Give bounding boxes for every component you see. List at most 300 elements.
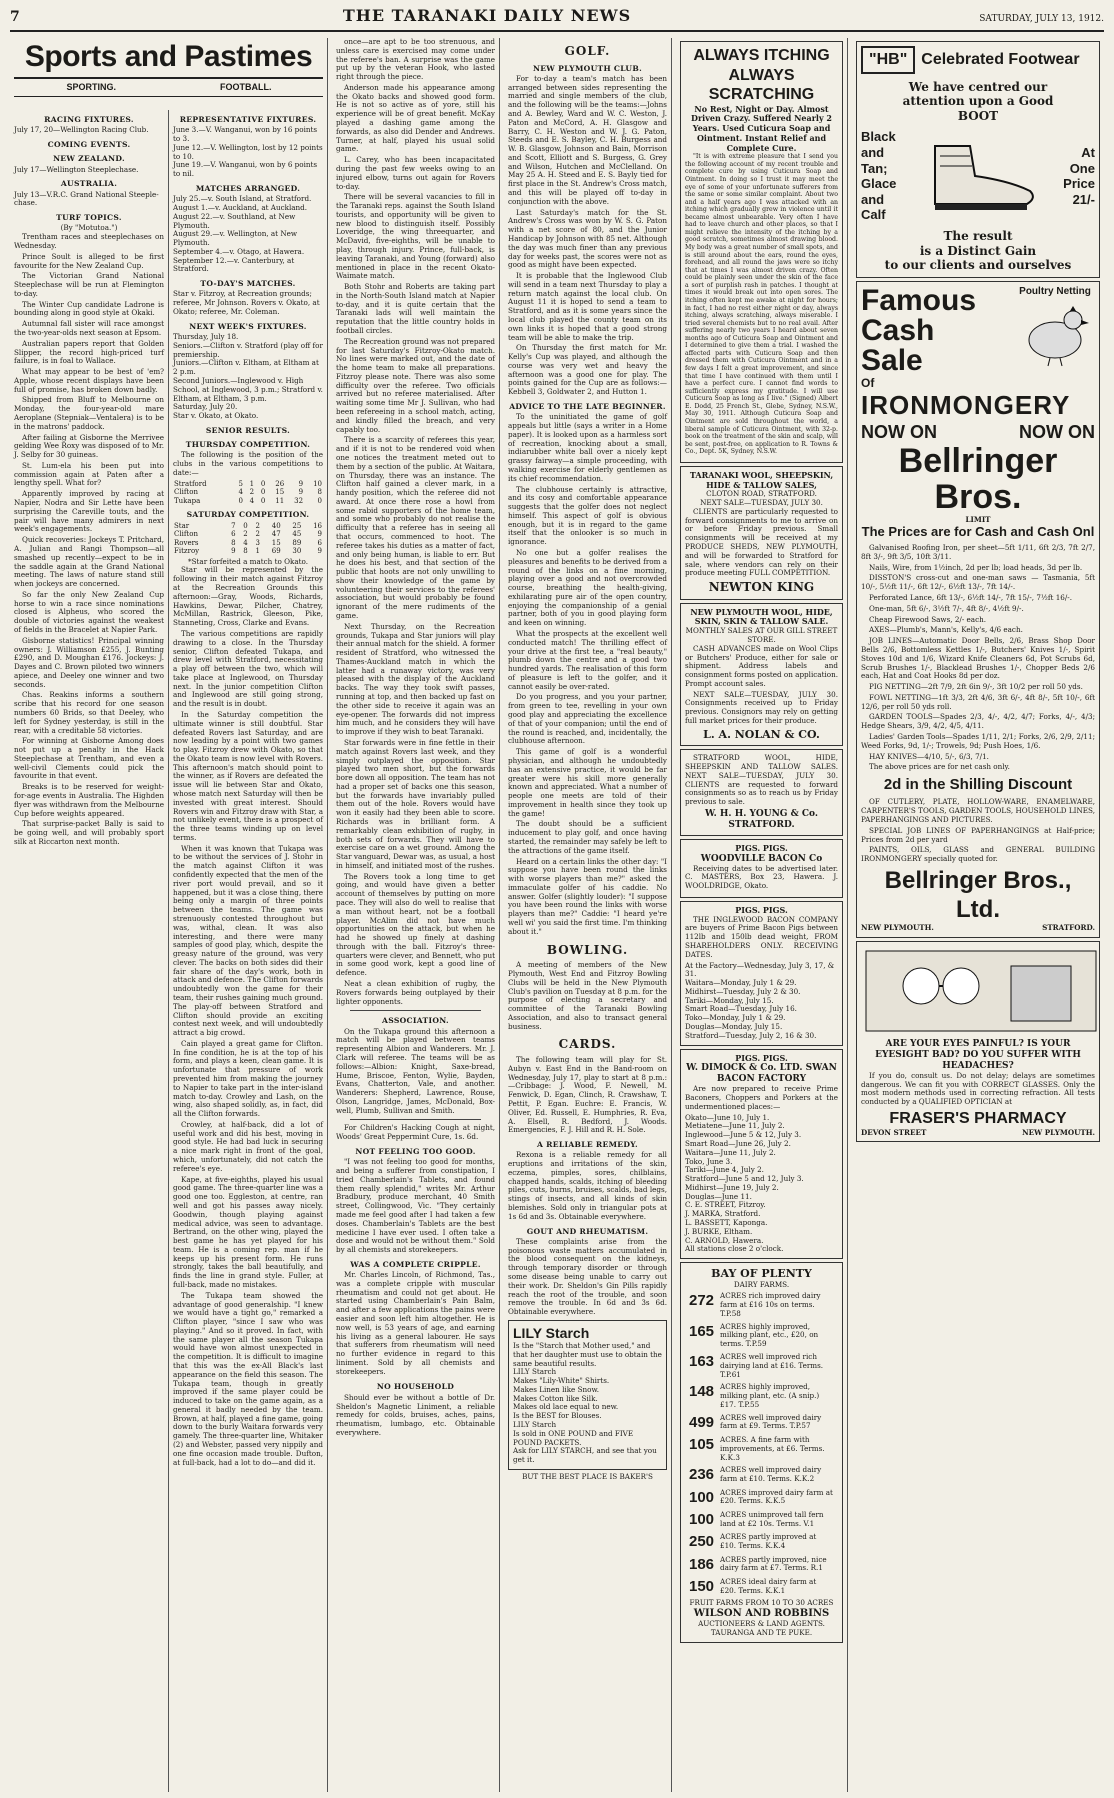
pigs-2: PIGS. PIGS. <box>735 904 788 915</box>
cards-paragraphs <box>508 1056 667 1135</box>
land-acres: 100 <box>689 1488 715 1506</box>
paragraph: On the Tukapa ground this afternoon a match will be played between teams representing Albion and Wanderers. Mr. J. Clark will referee. The teams will be as follows:—Albion: Knight, Saxe-bread, Hume, Briscoe, Fenton, Wylie, Bayden, Evans, Chatterton, Vale, and another. Wanderers: Shepherd, Lawrence, Rouse, Olson, Langridge, James, McDonald, Box-well, Plumb, Sullivan and Smith. <box>336 1026 495 1115</box>
divider <box>350 1010 481 1011</box>
paragraph: To the uninitiated the game of golf appeals but little (says a writer in a Home paper). It is looked upon as a harmless sort of recreation, knocking about a small, indiarubber white ball over a nicely kept grassy fairway—a simple proceeding, with walking exercise for elderly gentlemen as its chief recommendation. <box>508 412 667 483</box>
paragraph: What the prospects at the excellent well conducted match! The thrilling effect of your drive at the first tee, a "real beauty," plumb down the centre and a good two hundred yards. The realisation of this form of pleasure is left to the golfer, and it cannot easily be over-rated. <box>508 629 667 691</box>
pharmacy-ad <box>856 941 1100 1142</box>
ladder-cell: 0 <box>260 488 266 497</box>
paragraph: Ladies' Garden Tools—Spades 1/11, 2/1; Forks, 2/6, 2/9, 2/11; Weed Forks, 9d, 1/-; Trowels, 9d; Push Hoes, 1/6. <box>861 731 1095 750</box>
ladder-cell: 8 <box>231 538 236 547</box>
next-sale: NEXT SALE—TUESDAY, JULY 30. Consignments received up to Friday previous. Consignors may rely on getting full market prices for their produce. <box>685 689 838 726</box>
discount-text: OF CUTLERY, PLATE, HOLLOW-WARE, ENAMELWARE, CARPENTER'S TOOLS, GARDEN TOOLS, HOUSEHOLD LINES, PAPERHANGINGS AND PICTURES. <box>861 797 1095 824</box>
list-item: Okato—June 10, July 1. <box>685 1112 770 1122</box>
land-description: ACRES well improved dairy farm at £9. Terms. T.P.57 <box>720 1412 822 1431</box>
boot-icon <box>915 136 1045 216</box>
paragraph: Heard on a certain links the other day: "I suppose you have been round the links with worse players than me?" asked the immaculate golfer of his caddie. No answer. Golfer (slightly louder): "I suppose you have been round the links with worse players than me?" Caddie: "I heard ye're well wi' you said the first time. I'm thinking about it." <box>508 856 667 936</box>
ladder-cell: 4 <box>249 496 255 505</box>
paragraph: When it was known that Tukapa was to be without the services of J. Stohr in the match against Clifton it was confidently expected that the men of the river port would prevail, and so it happened, but it was a close thing, there being only a margin of three points between the teams. The game was strenuously contested throughout but was, withal, clean. It was also interesting, and there were many samples of good play, which, despite the greasy nature of the ground, was very clever. The backs on both sides did their fair share of the day's work, both in attack and defence. The Clifton forwards undoubtedly won the game for their team, their rushes gaining much ground. The play-off between Stratford and Clifton should provide an exciting contest next week, and will undoubtedly attract a big crowd. <box>173 843 323 1038</box>
land-description: ACRES well improved rich dairying land at £16. Terms. T.P.61 <box>720 1352 824 1379</box>
np-wool-sub: MONTHLY SALES AT OUR GILL STREET STORE. <box>685 626 838 645</box>
ladder-cell: 15 <box>271 538 281 547</box>
dimock-agents <box>685 1201 838 1254</box>
sports-col-heads <box>14 77 323 97</box>
paragraph: A meeting of members of the New Plymouth, West End and Fitzroy Bowling Clubs will be held in the New Plymouth Club's pavilion on Tuesday at 8 p.m. for the purpose of electing a secretary and committee of the Taranaki Bowling Association, and also to transact general business. <box>508 960 667 1031</box>
not-feeling-text: "I was not feeling too good for months, and being a sufferer from constipation, I tried Chamberlain's Tablets, and found them really splendid," writes Mr. Arthur Bradbury, produce merchant, 40 Smith street, Collingwood, Vic. "They certainly made me feel good after I had taken a few doses. Chamberlain's Tablets are the best medicine I have ever used. I often take a dose and would not be without them." Sold by all chemists and storekeepers. <box>336 1157 495 1255</box>
devon-street: DEVON STREET <box>861 1127 927 1137</box>
stratford-sale-text: STRATFORD WOOL, HIDE, SHEEPSKIN AND TALLOW SALES. NEXT SALE—TUESDAY, JULY 30. CLIENTS are requested to forward consignments so as to reach us by Friday previous to sale. <box>685 753 838 807</box>
paragraph: Nails, Wire, from 1½inch, 2d per lb; load heads, 3d per lb. <box>869 562 1083 572</box>
paragraph: Star forwards were in fine fettle in their match against Rovers last week, and they simply outplayed the opposition. Star played two men short, but the forwards bore down all opposition. The team has not had a proper set of backs one this season, but the forwards have invariably pulled them out of the hole. Rovers would have won it easily had they been able to score. Richards was in brilliant form. A remarkably clean exhibition of rugby, in both sets of forwards. They will have to exercise care on a wet ground. Among the Star vanguard, Dewar was, as usual, a host in himself, and initiated most of the rushes. <box>336 737 495 870</box>
paragraph: Gisborne statistics! Principal winning owners: J. Williamson £255, J. Bunting £290, and D. Moughan £176. Jockeys: J. Dayes and C. Brown piloted two winners apiece, and Deeley one winner and two seconds. <box>14 635 164 689</box>
ladder-cell: 9 <box>317 547 322 556</box>
remedy-text: Rexona is a reliable remedy for all eruptions and irritations of the skin, eczema, pimples, sores, chilblains, chapped hands, scalds, itching of bleeding piles, cuts, burns, bruises, scalds, bad legs, stings of insects, and all kinds of skin blemishes. Sold only in triangular pots at 1s 6d and 3s. Obtainable everywhere. <box>508 1150 667 1221</box>
list-item: Midhirst—June 19, July 2. <box>685 1182 779 1192</box>
list-item: Is the "Starch that Mother used," and that her daughter must use to obtain the same beautiful results. <box>513 1340 662 1368</box>
wilson: WILSON AND ROBBINS <box>693 1607 830 1619</box>
paragraph: Trentham races and steeplechases on Wednesday. <box>14 232 164 250</box>
cuticura-head-2: ALWAYS SCRATCHING <box>708 66 815 104</box>
ladder-cell: 7 <box>231 521 236 530</box>
land-description: ACRES partly improved at £10. Terms. K.K.4 <box>720 1532 817 1551</box>
ladder-row <box>173 539 323 548</box>
thursday-comp-heading: THURSDAY COMPETITION. <box>185 440 311 450</box>
land-acres: 163 <box>689 1353 715 1371</box>
nz-events <box>14 166 164 175</box>
bowling-heading: BOWLING. <box>546 942 629 957</box>
ladder-cell: 4 <box>238 488 243 497</box>
stratford-sale-ad <box>680 749 843 836</box>
paragraph: The clubhouse certainly is attractive, and its cosy and comfortable appearance suggests that the golfer does not neglect himself. This aspect of golf is obvious enough, but it is in regard to the game itself that the onlooker is so much in ignorance. <box>508 484 667 547</box>
land-acres: 272 <box>689 1292 715 1310</box>
list-item: and <box>861 191 885 207</box>
sporting-head: SPORTING. <box>66 82 116 92</box>
bellringer-ltd: Bellringer Bros., Ltd. <box>884 866 1072 924</box>
paragraph: What may appear to be best of 'em? Apple, whose recent displays have been full of promise, has broken down badly. <box>14 367 164 394</box>
football-head: FOOTBALL. <box>220 82 272 92</box>
lily-starch-heading: LILY Starch <box>513 1324 590 1341</box>
dimock-text: Are now prepared to receive Prime Baconers, Choppers and Porkers at the undermentioned places:— <box>685 1084 838 1111</box>
cuticura-ad <box>680 41 843 463</box>
land-row <box>687 1352 836 1380</box>
list-item: Smart Road—Tuesday, July 16. <box>685 1004 797 1014</box>
paragraph: FOWL NETTING—1ft 3/3, 2ft 4/6, 3ft 6/-, 4ft 8/-, 5ft 10/-, 6ft 12/6, per roll 50 yds roll. <box>861 692 1095 711</box>
list-item: Tan; <box>861 160 888 176</box>
list-item: September 4.—v. Otago, at Hawera. <box>173 246 305 256</box>
land-listings <box>685 1289 838 1599</box>
of: Of <box>861 375 875 390</box>
cuticura-subheading: No Rest, Night or Day. Almost Driven Crazy. Suffered Nearly 2 Years. Used Cuticura Soap and Ointment. Instant Relief and Complete Cure. <box>691 103 832 153</box>
list-item: June 19.—V. Wanganui, won by 6 points to nil. <box>173 160 318 179</box>
paragraph: L. Carey, who has been incapacitated during the past few weeks owing to an injured elbow, turns out again for Rovers to-day. <box>336 155 495 191</box>
association-heading: ASSOCIATION. <box>382 1016 449 1026</box>
paragraph: once—are apt to be too strenuous, and unless care is exercised may come under the referee's ban. A surprise was the game put up by the veteran Hook, who lasted right through the piece. <box>336 38 495 82</box>
np-wool-heading: NEW PLYMOUTH WOOL, HIDE, SKIN, SKIN & TALLOW SALE. <box>690 606 833 627</box>
ladder-cell: Tukapa <box>174 496 201 505</box>
land-row <box>687 1555 836 1575</box>
paragraph: HAY KNIVES—4/10, 5/-, 6/3, 7/1. <box>869 751 989 761</box>
land-description: ACRES well improved dairy farm at £10. Terms. K.K.2 <box>720 1465 822 1484</box>
association-paragraphs <box>336 1028 495 1116</box>
wool-text: CLIENTS are particularly requested to forward consignments to me to arrive on or before Friday previous. Small consignments will be received at my PRODUCE SHEDS, NEW PLYMOUTH, and will be forwarded to Stratford for sale, where vendors can rely on their produce meeting FULL COMPETITION. <box>685 506 838 578</box>
no-household-heading: NO HOUSEHOLD <box>376 1382 455 1392</box>
no-household-text: Should ever be without a bottle of Dr. Sheldon's Magnetic Liniment, a reliable remedy for colds, bruises, aches, pains, rheumatism, lumbago, etc. Obtainable everywhere. <box>336 1392 495 1437</box>
land-row <box>687 1435 836 1463</box>
list-item: All stations close 2 o'clock. <box>685 1244 784 1254</box>
limit: LIMIT <box>965 514 991 524</box>
ladder-cell: 2 <box>249 488 255 497</box>
paragraph: It is probable that the Inglewood Club will send in a team next Thursday to play a return match against the local club. On August 11 it is hoped to send a team to Stratford, and as it is some years since the local club played the county team on its own links it is hoped that a good strong team will be able to make the trip. <box>508 271 667 342</box>
matches-arranged-heading: MATCHES ARRANGED. <box>195 183 301 193</box>
location-np: NEW PLYMOUTH. <box>861 923 934 933</box>
now-on-row <box>861 422 1095 444</box>
turf-paragraphs <box>14 233 164 847</box>
list-item: Waitara—Monday, July 1 & 29. <box>685 978 797 988</box>
footwear-title: Celebrated Footwear <box>921 51 1080 68</box>
list-item: Seniors.—Clifton v. Stratford (play off for premiership. <box>173 340 323 359</box>
paragraph: AXES—Plumb's, Mann's, Kelly's, 4/6 each. <box>869 625 1023 635</box>
land-description: ACRES highly improved, milking plant, etc. (A snip.) £17. T.P.55 <box>720 1382 820 1409</box>
land-acres: 250 <box>689 1533 715 1551</box>
list-item: LILY Starch <box>513 1419 557 1429</box>
land-row <box>687 1510 836 1530</box>
ladder-cell: 69 <box>271 547 281 556</box>
list-item: Makes old lace equal to new. <box>513 1402 619 1412</box>
list-item: Tariki—June 4, July 2. <box>685 1165 764 1175</box>
football-continued-column <box>332 38 500 1792</box>
pharmacy-town: NEW PLYMOUTH. <box>1022 1127 1095 1137</box>
land-description: ACRES partly improved, nice dairy farm at £7. Terms. R.1 <box>720 1554 827 1573</box>
page-number: 7 <box>10 9 20 25</box>
cash-sale-header <box>861 283 1095 391</box>
aus-heading: AUSTRALIA. <box>60 179 118 189</box>
best-place-line: BUT THE BEST PLACE IS BAKER'S <box>522 1471 653 1481</box>
dimock: W. DIMOCK & Co. LTD. SWAN BACON FACTORY <box>686 1063 837 1085</box>
list-item: August 22.—v. Southland, at New Plymouth. <box>173 211 296 230</box>
pigs-1: PIGS. PIGS. <box>735 842 788 853</box>
land-acres: 148 <box>689 1383 715 1401</box>
land-description: ACRES rich improved dairy farm at £16 10s on terms. T.P.58 <box>720 1291 821 1318</box>
list-item: Thursday, July 18. <box>173 332 239 342</box>
ladder-cell: 0 <box>260 479 266 488</box>
rep-fixtures <box>173 126 323 179</box>
list-item: Tariki—Monday, July 15. <box>685 995 774 1005</box>
list-item: One <box>1069 160 1095 176</box>
inglewood-ad <box>680 901 843 1046</box>
eyes-text: If you do, consult us. Do not delay; delays are sometimes dangerous. We can fit you with CORRECT GLASSES. Only the most modern methods used in correcting refraction. All tests conducted by a QUALIFIED OPTICIAN at <box>861 1070 1095 1107</box>
golf-paragraphs <box>508 75 667 397</box>
senior-results-heading: SENIOR RESULTS. <box>205 425 291 435</box>
list-item: Juniors.—Clifton v. Eltham, at Eltham at 2 p.m. <box>173 358 319 377</box>
now-on-left: NOW ON <box>861 422 937 443</box>
land-row <box>687 1488 836 1508</box>
list-item: June 3.—V. Wanganui, won by 16 points to 3. <box>173 125 318 144</box>
newton-king: NEWTON KING <box>708 580 815 595</box>
paragraph: PIG NETTING—2ft 7/9, 2ft 6in 9/-, 3ft 10/2 per roll 50 yds. <box>869 682 1083 692</box>
paragraph: That surprise-packet Bally is said to be going well, and will probably sport silk at Riccarton next month. <box>14 819 164 846</box>
attention-text: We have centred our attention upon a Good BOOT <box>902 79 1054 123</box>
list-item: July 17, 20—Wellington Racing Club. <box>14 125 149 135</box>
paragraph: The various competitions are rapidly drawing to a close. In the Thursday senior, Clifton defeated Tukapa, and drew level with Stratford, necessitating a play off between the two, which will take place at Inglewood, on Thursday next. In the junior competition Clifton and Inglewood are still going strong, and the result is in doubt. <box>173 628 323 709</box>
newspaper-title: THE TARANAKI DAILY NEWS <box>342 6 632 25</box>
display-ads-column <box>852 38 1104 1792</box>
paints: PAINTS, OILS, GLASS and GENERAL BUILDING IRONMONGERY specially quoted for. <box>861 845 1095 864</box>
list-item: At <box>1081 144 1095 160</box>
list-item: Stratford—Tuesday, July 2, 16 & 30. <box>685 1030 817 1040</box>
list-item: Saturday, July 20. <box>173 402 238 412</box>
dimock-ad <box>680 1049 843 1260</box>
ladder-cell: Rovers <box>174 538 199 547</box>
ladder-cell: 6 <box>317 538 322 547</box>
ladder-cell: 47 <box>271 530 281 539</box>
boot-types <box>861 129 896 223</box>
advice-heading: ADVICE TO THE LATE BEGINNER. <box>509 402 666 411</box>
list-item: Inglewood—June 5 & 12, July 3. <box>685 1130 802 1140</box>
list-item: C. ARNOLD, Hawera. <box>685 1235 764 1245</box>
sports-title: Sports and Pastimes <box>24 40 313 73</box>
taranaki-wool-ad <box>680 466 843 600</box>
paragraph: There is a scarcity of referees this year, and if it is not to be rendered void when one notices the treatment meted out to them by a section of the public. At Waitara, on Thursday, there was an instance. The Clifton half gained a clever mark, in a handy position, which the referee did not award. At once there rose a howl from some rabid supporters of the home team, and some who probably do not realise the difficulty that a referee has in seeing all that occurs, commenced to hoot. The referee takes his duties as a matter of fact, and only being human, is liable to err. But he does his best, and that section of the public that hoots are not only unwilling to show their knowledge of the game by volunteering their services to the referees' association, but would probably be found ignorant of the mere rudiments of the game. <box>336 435 495 620</box>
paragraph: Cain played a great game for Clifton. In fine condition, he is at the top of his form, and plays a keen, clean game. It is unfortunate that pressure of work prevented him from making the journey to Napier to take part in the inter-island match to-day. Crowley and Lash, on the wing, also shaped solidly, as, in fact, did all the Clifton forwards. <box>173 1038 323 1119</box>
ladder-row <box>173 488 323 497</box>
paragraph: Star will be represented by the following in their match against Fitzroy at the Recreation Grounds this afternoon:—Gray, Woods, Richards, Hawkins, Dewar, Pilcher, Chatrey, McMillan, Rastrick, Gleeson, Pike, Stanneting, Cross, Clarke and Evans. <box>173 565 323 628</box>
ladder-cell: 4 <box>243 538 248 547</box>
ladder-cell: 32 <box>294 496 304 505</box>
list-item: June 12.—V. Wellington, lost by 12 points to 10. <box>173 142 323 161</box>
ladder-cell: 2 <box>243 530 248 539</box>
ladder-cell: 10 <box>313 479 322 488</box>
ironmongery: IRONMONGERY <box>861 390 1071 421</box>
paragraph: Shipped from Bluff to Melbourne on Monday, the four-year-old mare Aeroplane (Stepniak—Ventalera) is to be in the matrons' paddock. <box>14 395 164 431</box>
paragraph: In the Saturday competition the ultimate winner is still doubtful. Star defeated Rovers last Saturday, and are now leading by a point with two games to play. Fitzroy drew with Okato, so that the Okato team is now level with Rovers. This afternoon's match should point to the winner, as if Rovers are defeated the issue will lie between Star and Okato, whose match next Saturday will then be invested with great interest. Should Rovers win and Fitzroy draw with Star, a not unlikely event, there is a prospect of the three teams winding up on level terms. <box>173 709 323 842</box>
list-item: Star v. Okato, at Okato. <box>173 411 259 421</box>
cripple-heading: WAS A COMPLETE CRIPPLE. <box>350 1259 481 1269</box>
ladder-cell: Fitzroy <box>174 547 200 556</box>
paragraph: Quick recoveries: Jockeys T. Pritchard, A. Julian and Rangi Thompson—all smashed up recently—expect to be in the saddle again at the Grand National meeting. The laws of nature stand still when jockeys are concerned. <box>14 535 164 589</box>
land-row <box>687 1382 836 1410</box>
todays-matches <box>173 290 323 316</box>
paragraph: Autumnal fall sister will race amongst the two-year-olds next season at Epsom. <box>14 319 164 337</box>
matches-arranged <box>173 195 323 274</box>
football-continued-paragraphs <box>336 38 495 1006</box>
no-household-ad <box>336 1382 495 1437</box>
list-item: Calf <box>861 207 886 223</box>
saturday-ladder <box>173 522 323 556</box>
list-item: J. MARKA, Stratford. <box>685 1209 761 1219</box>
ladder-cell: 8 <box>317 488 322 497</box>
ladder-cell: 40 <box>271 521 281 530</box>
ladder-cell: 1 <box>255 547 260 556</box>
land-acres: 100 <box>689 1510 715 1528</box>
poultry-label: Poultry Netting <box>1019 285 1091 297</box>
gout-text: These complaints arise from the poisonous waste matters accumulated in the blood consequent on the kidneys, through temporary disorder or through some disease being unable to carry out their work. Dr. Sheldon's Gin Pills rapidly reach the root of the trouble, and soon remove the trouble. In 6d and 3s 6d. Obtainable everywhere. <box>508 1236 667 1317</box>
hb-logo: "HB" <box>861 46 915 74</box>
ladder-cell: 5 <box>238 479 243 488</box>
paragraph: The above prices are for net cash only. <box>869 762 1010 772</box>
turf-topics-heading: TURF TOPICS. <box>56 213 122 223</box>
fruit-farms: FRUIT FARMS FROM 10 TO 30 ACRES <box>689 1598 834 1608</box>
lily-starch-ad <box>508 1320 667 1470</box>
paragraph: St. Lum-ela his been put into commission again at Paten after a lengthy spell. What for? <box>14 460 164 488</box>
ladder-cell: 9 <box>298 488 304 497</box>
wool-date: NEXT SALE—TUESDAY, JULY 30. <box>700 498 823 508</box>
list-item: and <box>861 144 885 160</box>
paragraph: Galvanised Roofing Iron, per sheet—5ft 1/11, 6ft 2/3, 7ft 2/7, 8ft 3/-, 9ft 3/5, 10ft 3/11. <box>861 543 1095 561</box>
hacking-ad: For Children's Hacking Cough at night, Woods' Great Peppermint Cure, 1s. 6d. <box>336 1123 495 1142</box>
ladder-cell: 11 <box>275 496 285 505</box>
prices-line: The Prices are for Cash and Cash Onl <box>861 524 1095 540</box>
land-description: ACRES improved dairy farm at £20. Terms. K.K.5 <box>720 1487 833 1506</box>
thursday-ladder <box>173 480 323 506</box>
now-on-right: NOW ON <box>1019 422 1095 443</box>
ladder-cell: 25 <box>292 521 302 530</box>
list-item: Metiatene—June 11, July 2. <box>685 1121 785 1131</box>
land-row <box>687 1413 836 1433</box>
football-paragraphs <box>173 566 323 1467</box>
land-row <box>687 1322 836 1350</box>
land-row <box>687 1465 836 1485</box>
paragraph: This game of golf is a wonderful physician, and although he undoubtedly has an extensive practice, it would be far greater were his skill more generally known and appreciated. What a number of people one meets are told of their improvement in health since they took up the game! <box>508 747 667 818</box>
ladder-row <box>173 547 323 556</box>
ladder-cell: 9 <box>317 530 322 539</box>
land-acres: 105 <box>689 1436 715 1453</box>
masthead <box>10 6 1104 32</box>
land-acres: 499 <box>689 1413 715 1431</box>
ladder-cell: 16 <box>313 521 322 530</box>
paragraph: For winning at Gisborne Among does not put up a penalty in the Hack Steeplechase at Trentham, and even a well-civil Clements could pick the favourite in that event. <box>14 736 164 781</box>
list-item: Stratford—June 5 and 12, July 3. <box>685 1174 804 1184</box>
paragraph: Perforated Lance, 6ft 13/-, 6½ft 14/-, 7ft 15/-, 7½ft 16/-. <box>869 593 1073 603</box>
list-item: August 29.—v. Wellington, at New Plymouth. <box>173 229 298 248</box>
receiving-dates <box>685 962 838 1041</box>
ladder-cell: 8 <box>243 547 248 556</box>
list-item: Star v. Fitzroy, at Recreation grounds; referee, Mr Johnson. Rovers v. Okato, at Okato; referee, Mr. Coleman. <box>173 289 320 317</box>
land-description: ACRES. A fine farm with improvements, at £6. Terms. K.K.3 <box>720 1435 825 1462</box>
bay-heading: BAY OF PLENTY <box>711 1267 812 1281</box>
paragraph: Next Thursday, on the Recreation grounds, Tukapa and Star juniors will play their annual match for the shield. A former resident of Stratford, who witnessed the Thames-Auckland match in which the latter had a runaway victory, was very pleased with the display of the Auckland backs. The way they took swift passes, running at top, and then backed up fast on the other side to receive it again was an eye-opener. The forwards did not impress him much, and he considers they will have to improve if they wish to beat Taranaki. <box>336 621 495 737</box>
paragraph: No one but a golfer realises the pleasures and benefits to be derived from a round of the links on a fine morning, playing over a good and not overcrowded course, breathing the health-giving, exhilarating pure air of the open country, enjoying the companionship of a genial partner, both of you in good playing form and keen on winning. <box>508 547 667 628</box>
divider <box>350 1119 481 1120</box>
not-feeling-heading: NOT FEELING TOO GOOD. <box>355 1147 476 1156</box>
paragraph: DISSTON'S cross-cut and one-man saws — Tasmania, 5ft 10/-, 5½ft 11/-, 6ft 12/-, 6½ft 13/-, 7ft 14/-. <box>861 573 1095 592</box>
paragraph: Crowley, at half-back, did a lot of useful work and did his best, moving in good style. He had bad luck in securing a nice mark right in front of the goal, which, unfortunately, did not catch the referee's eye. <box>173 1119 323 1173</box>
bellringer-ad <box>856 281 1100 938</box>
paragraph: Chas. Reakins informs a southern scribe that his record for one season numbers 60 Brids, so that Deeley, who left for Sydney yesterday, is still in the rear, with a creditable 58 victories. <box>14 690 164 735</box>
paragraph: The following team will play for St. Aubyn v. East End in the Band-room on Wednesday, July 17, play to start at 8 p.m.:—Cribbage: J. Wood, F. Newell, M. Fenwick, D. Egan, Clinch, R. Crawshaw, T. Pettit, P. Egan. Euchre: E. Francis, W. Oliver, Ed. Russell, E. Humphries, R. Eva, A. Elsell, R. Bedford, J. Woods. Emergencies, F. J. Hill and R. H. Sole. <box>508 1055 667 1135</box>
paragraph: Apparently improved by racing at Napier, Nodra and Sir Lette have been surprising the Careville touts, and the pair will have many admirers in next week's engagements. <box>14 489 164 534</box>
list-item: July 17—Wellington Steeplechase. <box>14 164 139 174</box>
ladder-cell: 9 <box>298 479 304 488</box>
ladder-cell: Clifton <box>174 530 198 539</box>
ladder-cell: Clifton <box>174 488 198 497</box>
list-item: Douglas—Monday, July 15. <box>685 1022 783 1032</box>
boot-display <box>861 129 1095 223</box>
footwear-ad <box>856 41 1100 278</box>
next-week-heading: NEXT WEEK'S FIXTURES. <box>189 321 307 331</box>
issue-date: SATURDAY, JULY 13, 1912. <box>979 14 1104 24</box>
cash-advances: CASH ADVANCES made on Wool Clips or Butchers' Produce, either for sale or shipment. Address labels and consignment forms posted on application. Prompt account sales. <box>685 643 838 688</box>
bellringer-locations <box>861 924 1095 933</box>
woodville-text: Receiving dates to be advertised later. C. MASTERS, Box 23, Hawera. J. WOOLDRIDGE, Okato. <box>685 863 838 891</box>
paragraph: The Winter Cup candidate Ladrone is bounding along in good style at Okaki. <box>14 299 164 318</box>
sale: Sale <box>861 343 923 377</box>
famous: Famous <box>861 283 977 317</box>
paragraph: Anderson made his appearance among the Okato backs and showed good form. He is not so active as of yore, still his experience will be of great benefit. McKay played a dashing game among the forwards, as also did Dender and Andrews. Turner, at half, played his usual solid game. <box>336 82 495 154</box>
byline: (By "Motutoa.") <box>60 223 118 233</box>
paragraph: Australian papers report that Golden Slipper, the record high-priced turf failure, is in foal to Wallace. <box>14 338 164 366</box>
cuticura-head-1: ALWAYS ITCHING <box>693 47 830 64</box>
cards-heading: CARDS. <box>558 1037 617 1052</box>
young: W. H. H. YOUNG & Co. STRATFORD. <box>704 808 819 830</box>
ladder-cell: 30 <box>292 547 302 556</box>
paragraph: So far the only New Zealand Cup horse to win a race since nominations closed is Alpheus, who scored the double of victories against the weakest of fields in the Bracelet at Napier Park. <box>14 589 164 634</box>
bellringer-name: Bellringer Bros. <box>898 442 1058 516</box>
list-item: July 25.—v. South Island, at Stratford. <box>173 194 312 204</box>
nz-heading: NEW ZEALAND. <box>53 154 125 164</box>
ladder-cell: 1 <box>249 479 255 488</box>
bowling-paragraphs <box>508 961 667 1031</box>
cash-sale-block <box>861 283 977 391</box>
list-item: At the Factory—Wednesday, July 3, 17, & 31. <box>685 960 835 979</box>
wilson-sub: AUCTIONEERS & LAND AGENTS. TAURANGA AND TE PUKE. <box>698 1619 825 1637</box>
land-row <box>687 1577 836 1597</box>
paragraph: The Victorian Grand National Steeplechase will be run at Flemington to-day. <box>14 271 164 298</box>
paragraph: Neat a clean exhibition of rugby, the Rovers forwards being outplayed by their lighter opponents. <box>336 979 495 1006</box>
paragraph: Cheap Firewood Saws, 2/- each. <box>869 614 987 624</box>
paragraph: The Recreation ground was not prepared for last Saturday's Fitzroy-Okato match. No lines were marked out, and the date of the home team to make all preparations. Fitzroy please note. There was also some difficulty over the referee. Two officials arrived but no referee materialised. After waiting some time Mr J. Sullivan, who had been refereeing in a school match, acting, and kindly filled the breach, and very capably too. <box>336 336 495 434</box>
list-item: August 1.—v. Auckland, at Auckland. <box>173 202 308 212</box>
ladder-cell: Star <box>174 521 190 530</box>
list-item: Black <box>861 129 896 145</box>
inglewood-text: THE INGLEWOOD BACON COMPANY are buyers of Prime Bacon Pigs between 112lb and 150lb dead weight, FROM SHAREHOLDERS ONLY. RECEIVING DATES. <box>685 914 838 959</box>
land-row <box>687 1532 836 1552</box>
list-item: C. E. STREET, Fitzroy. <box>685 1200 766 1210</box>
paragraph: Do you progress, and you your partner, from green to tee, revelling in your own good play and appreciating the excellence of that of your companion; until the end of the round is reached, and, incidentally, the clubhouse afternoon. <box>508 692 667 746</box>
list-item: LILY Starch <box>513 1367 557 1377</box>
ads-column <box>676 38 848 1792</box>
next-week-fixtures <box>173 333 323 421</box>
thursday-intro: The following is the position of the clubs in the various competitions to date:— <box>173 450 323 477</box>
list-item: Makes Linen like Snow. <box>513 1384 600 1394</box>
paragraph: Last Saturday's match for the St. Andrew's Cross was won by W. S. G. Paton with a net score of 80, and the Junior Handicap by Johnson with 85 net. Although the day was much finer than any previous day for weeks past, the scores were not as good as might have been expected. <box>508 207 667 270</box>
list-item: Price <box>1063 176 1095 192</box>
bay-subheading: DAIRY FARMS. <box>733 1279 790 1289</box>
bay-of-plenty-ad <box>680 1262 843 1643</box>
lily-starch-lines <box>513 1342 662 1465</box>
list-item: 21/- <box>1072 191 1095 207</box>
advice-paragraphs <box>508 413 667 936</box>
list-item: Is the BEST for Blouses. <box>513 1411 602 1421</box>
cuticura-text: "It is with extreme pleasure that I send you the following account of my recent trouble and complete cure by using Cuticura Soap and Ointment. In doing so I trust it may meet the eye of some of your unfortunate sufferers from the same or some similar complaint. About two and a half years ago I was attacked with an itching which gradually grew in violence until it became almost unbearable. Very often I have had to leave church and other places, so that I might relieve the intensity of the itching by a good scratch, sometimes almost drawing blood. My body was a great number of small spots, and is still around about the ears, round the eyes, forehead, and all round the jaws were so itchy that at times I was almost driven crazy. Often could be plainly seen under the skin of the face a sort of purplish rash in patches. I thought at times it would break out into open sores. The itching often kept me awake at night for hours; in fact, I had no rest either night or day, always itching, always scratching, always miserable. I tried several chemists but to no real avail. After suffering nearly two years I heard about seven months ago of Cuticura Soap and Ointment and I determined to give them a trial. I washed the affected parts with Cuticura Soap and then dressed them with Cuticura Ointment and in a few days I felt a great improvement, and since that time I have continued with them until I have a perfect cure. I cannot find words to sufficiently express my gratitude. I will use Cuticura Soap as long as I live." (Signed) Albert E. Dodd, 25 French St., Glebe, Sydney, N.S.W., May 30, 1911. Although Cuticura Soap and Ointment are sold throughout the world, a liberal sample of Cuticura Ointment, with 32-p. book on the treatment of the skin and scalp, will be sent, post-free, on application to R. Towns & Co., Dept. 5K, Sydney, N.S.W. <box>685 153 838 456</box>
golf-subheading: NEW PLYMOUTH CLUB. <box>532 63 643 73</box>
aus-events <box>14 191 164 209</box>
ladder-cell: 6 <box>231 530 236 539</box>
ladder-cell: 15 <box>275 488 285 497</box>
ladder-cell: 2 <box>255 530 260 539</box>
list-item: L. BASSETT, Kaponga. <box>685 1218 768 1228</box>
paragraph: On Thursday the first match for Mr. Kelly's Cup was played, and although the course was very wet and heavy the afternoon was a good one for play. The points gained for the Cup are as follows:—Kebbell 3, Goldwater 2, and Hutton 1. <box>508 343 667 397</box>
list-item: September 12.—v. Canterbury, at Stratford. <box>173 255 295 274</box>
ladder-note: *Star forfeited a match to Okato. <box>188 556 308 566</box>
racing-fixtures-heading: RACING FIXTURES. <box>44 115 134 124</box>
land-description: ACRES highly improved, milking plant, etc., £20, on terms. T.P.59 <box>720 1321 819 1349</box>
hen-icon <box>1015 298 1095 368</box>
cripple-text: Mr. Charles Lincoln, of Richmond, Tas., was a complete cripple with muscular rheumatism and could not get about. He started using Chamberlain's Pain Balm, and after a few applications the pains were easier and soon left him altogether. He is now well, is 53 years of age, and earning his living as a general labourer. He says that sufferers from rheumatism will need no further evidence in regard to this liniment. Sold by all chemists and storekeepers. <box>336 1270 495 1376</box>
woodville-ad <box>680 839 843 898</box>
special-lines: SPECIAL JOB LINES OF PAPERHANGINGS at Half-price; Prices from 2d per yard <box>861 825 1095 844</box>
list-item: Toko, June 3. <box>685 1156 733 1166</box>
ladder-row <box>173 497 323 506</box>
land-acres: 165 <box>689 1322 715 1340</box>
